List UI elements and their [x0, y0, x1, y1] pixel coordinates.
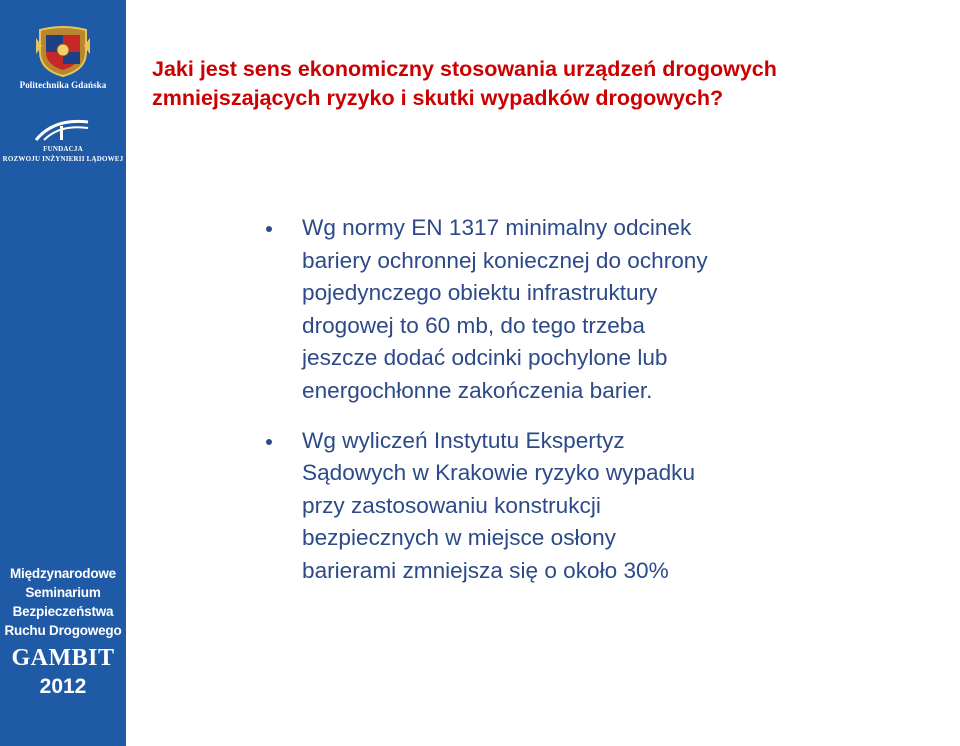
bullet-line: bariery ochronnej koniecznej do ochrony: [302, 247, 708, 273]
bullet-dot-icon: [266, 226, 272, 232]
foundation-name-line2: ROZWOJU INŻYNIERII LĄDOWEJ: [2, 155, 124, 163]
bullet-line: Wg normy EN 1317 minimalny odcinek: [302, 215, 692, 240]
bullet-dot-icon: [266, 439, 272, 445]
foundation-bridge-logo-icon: [34, 116, 90, 142]
university-name: Politechnika Gdańska: [19, 80, 107, 90]
bullet-line: Wg wyliczeń Instytutu Ekspertyz: [302, 427, 625, 453]
seminar-line: Bezpieczeństwa: [12, 604, 114, 619]
bullet-item: [266, 425, 946, 588]
seminar-line: Międzynarodowe: [10, 566, 116, 581]
seminar-line: Seminarium: [25, 585, 101, 600]
bullet-text: [302, 212, 946, 408]
bullet-line: Sądowych w Krakowie ryzyko wypadku: [302, 460, 696, 486]
event-year: 2012: [39, 675, 87, 698]
bullet-line: barierami zmniejsza się o około 30%: [302, 557, 669, 583]
bullet-line: bezpiecznych w miejsce osłony: [302, 525, 616, 551]
title-line: Jaki jest sens ekonomiczny stosowania urządzeń drogowych: [152, 57, 777, 81]
event-name: GAMBIT: [11, 645, 115, 671]
sidebar: [0, 0, 126, 746]
bullet-line: drogowej to 60 mb, do tego trzeba: [302, 312, 645, 338]
bullet-item: [266, 212, 946, 408]
seminar-line: Ruchu Drogowego: [4, 623, 122, 638]
bullet-list: [266, 212, 946, 588]
slide-title: [152, 55, 952, 113]
bullet-line: przy zastosowaniu konstrukcji: [302, 492, 601, 518]
politechnika-crest-icon: [34, 26, 92, 78]
bullet-text: [302, 425, 946, 588]
seminar-name: [0, 564, 126, 640]
title-line: zmniejszających ryzyko i skutki wypadków drogowych?: [152, 86, 724, 110]
bullet-line: energochłonne zakończenia barier.: [302, 377, 653, 403]
bullet-line: jeszcze dodać odcinki pochylone lub: [302, 345, 668, 371]
bullet-line: pojedynczego obiektu infrastruktury: [302, 280, 658, 306]
foundation-name-line1: FUNDACJA: [43, 145, 83, 153]
